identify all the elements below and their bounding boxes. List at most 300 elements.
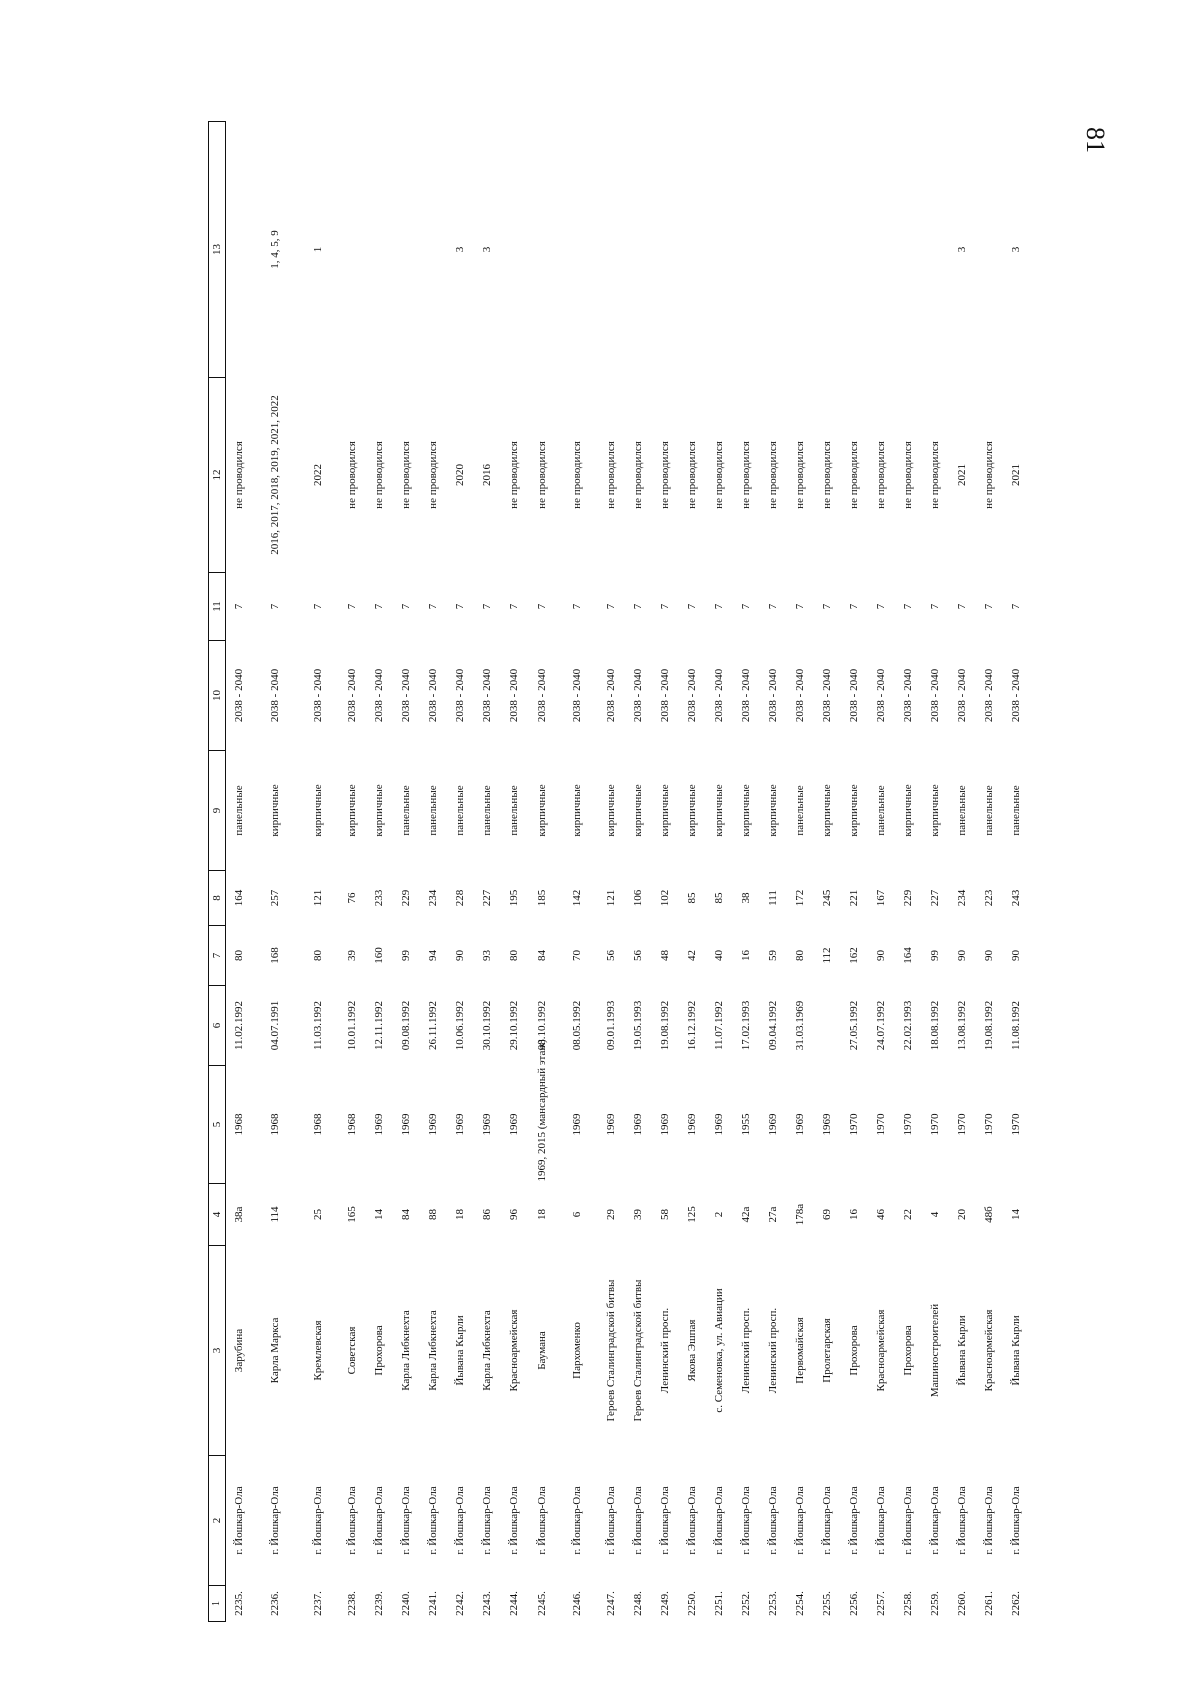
date-cell: 13.08.1992	[956, 1000, 968, 1051]
repair-period-cell: 2038 - 2040	[983, 668, 995, 723]
city-cell: г. Йошкар-Ола	[875, 1486, 887, 1555]
work-types-cell	[226, 122, 252, 378]
repair-period-cell: 2038 - 2040	[902, 668, 914, 723]
column-11-cell: 7	[794, 603, 806, 610]
table-row	[949, 122, 976, 1622]
date-cell: 12.11.1992	[373, 1000, 385, 1051]
table-row	[679, 122, 706, 1622]
city-cell: г. Йошкар-Ола	[740, 1486, 752, 1555]
column-7-cell: 70	[571, 950, 583, 961]
column-8-cell: 245	[821, 889, 833, 907]
work-types-cell: 3	[454, 246, 466, 253]
wall-material-cell: панельные	[1010, 785, 1022, 836]
column-11-cell: 7	[232, 603, 245, 610]
column-7-cell: 112	[821, 947, 833, 964]
row-number: 2249.	[659, 1591, 671, 1616]
repair-years-cell: не проводился	[848, 441, 860, 509]
work-types-cell: 3	[956, 246, 968, 253]
table-row	[706, 122, 733, 1622]
wall-material-cell: панельные	[232, 785, 245, 836]
row-number: 2258.	[902, 1591, 914, 1616]
work-types-cell	[679, 122, 706, 378]
column-number-header-row	[209, 122, 226, 1622]
house-number-cell: 48б	[983, 1206, 995, 1223]
column-11-cell: 7	[875, 603, 887, 610]
repair-years-cell: не проводился	[605, 441, 617, 509]
work-types-cell	[339, 122, 366, 378]
repair-years-cell: не проводился	[232, 441, 245, 509]
column-11-cell: 7	[400, 603, 412, 610]
column-7-cell: 56	[605, 950, 617, 961]
wall-material-cell: панельные	[454, 785, 466, 836]
column-7-cell: 94	[427, 950, 439, 961]
date-cell: 09.01.1993	[605, 1000, 617, 1051]
column-8-cell: 228	[454, 889, 466, 907]
date-cell: 19.08.1992	[983, 1000, 995, 1051]
repair-period-cell: 2038 - 2040	[427, 668, 439, 723]
city-cell: г. Йошкар-Ола	[232, 1486, 245, 1555]
wall-material-cell: кирпичные	[605, 784, 617, 837]
column-11-cell: 7	[536, 603, 548, 610]
wall-material-cell: кирпичные	[767, 784, 779, 837]
column-header: 9	[209, 751, 226, 871]
repair-years-cell: 2021	[1010, 464, 1022, 486]
column-header: 4	[209, 1184, 226, 1246]
table-row	[868, 122, 895, 1622]
date-cell: 24.07.1992	[875, 1000, 887, 1051]
table-row	[393, 122, 420, 1622]
column-8-cell: 85	[686, 892, 698, 904]
row-number: 2246.	[571, 1591, 583, 1616]
row-number: 2248.	[632, 1591, 644, 1616]
house-number-cell: 165	[346, 1206, 358, 1223]
wall-material-cell: панельные	[508, 785, 520, 836]
housing-register-table	[208, 121, 1030, 1622]
repair-period-cell: 2038 - 2040	[875, 668, 887, 723]
table-row	[598, 122, 625, 1622]
column-header: 11	[209, 573, 226, 641]
repair-period-cell: 2038 - 2040	[312, 668, 324, 723]
table-row	[226, 122, 252, 1622]
table-row	[557, 122, 598, 1622]
repair-period-cell: 2038 - 2040	[454, 668, 466, 723]
column-7-cell: 40	[713, 950, 725, 961]
year-built-cell: 1969	[632, 1113, 644, 1136]
street-cell: Йывана Кырли	[1010, 1315, 1022, 1386]
column-7-cell: 84	[536, 950, 548, 961]
street-cell: Зарубина	[232, 1328, 245, 1373]
house-number-cell: 4	[929, 1211, 941, 1218]
repair-years-cell: не проводился	[983, 441, 995, 509]
work-types-cell	[652, 122, 679, 378]
repair-years-cell: не проводился	[536, 441, 548, 509]
year-built-cell: 1969	[508, 1113, 520, 1136]
city-cell: г. Йошкар-Ола	[713, 1486, 725, 1555]
city-cell: г. Йошкар-Ола	[767, 1486, 779, 1555]
street-cell: Пролетарская	[821, 1318, 833, 1383]
repair-years-cell: не проводился	[794, 441, 806, 509]
work-types-cell	[598, 122, 625, 378]
house-number-cell: 178а	[794, 1203, 806, 1226]
column-8-cell: 234	[956, 889, 968, 907]
street-cell: Первомайская	[794, 1317, 806, 1384]
year-built-cell: 1969	[571, 1113, 583, 1136]
house-number-cell: 58	[659, 1209, 671, 1220]
date-cell: 08.05.1992	[571, 1000, 583, 1051]
street-cell: Карла Либкнехта	[481, 1310, 493, 1391]
work-types-cell: 1, 4, 5, 9	[268, 230, 281, 269]
date-cell: 04.07.1991	[268, 1000, 281, 1051]
house-number-cell: 14	[373, 1209, 385, 1220]
column-7-cell: 162	[848, 947, 860, 964]
street-cell: Карла Либкнехта	[400, 1310, 412, 1391]
house-number-cell: 16	[848, 1209, 860, 1220]
date-cell: 30.10.1992	[481, 1000, 493, 1051]
city-cell: г. Йошкар-Ола	[794, 1486, 806, 1555]
column-8-cell: 243	[1010, 889, 1022, 907]
work-types-cell	[868, 122, 895, 378]
repair-years-cell: не проводился	[346, 441, 358, 509]
city-cell: г. Йошкар-Ола	[1010, 1486, 1022, 1555]
repair-years-cell: не проводился	[571, 441, 583, 509]
row-number: 2251.	[713, 1591, 725, 1616]
house-number-cell: 6	[571, 1211, 583, 1218]
column-11-cell: 7	[983, 603, 995, 610]
street-cell: Карла Маркса	[268, 1317, 281, 1384]
work-types-cell	[557, 122, 598, 378]
row-number: 2260.	[956, 1591, 968, 1616]
city-cell: г. Йошкар-Ола	[848, 1486, 860, 1555]
row-number: 2247.	[605, 1591, 617, 1616]
wall-material-cell: панельные	[427, 785, 439, 836]
column-7-cell: 164	[902, 947, 914, 964]
street-cell: Прохорова	[902, 1325, 914, 1376]
work-types-cell	[366, 122, 393, 378]
date-cell: 29.10.1992	[508, 1000, 520, 1051]
year-built-cell: 1969	[794, 1113, 806, 1136]
repair-period-cell: 2038 - 2040	[373, 668, 385, 723]
year-built-cell: 1969	[454, 1113, 466, 1136]
work-types-cell	[976, 122, 1003, 378]
repair-years-cell: 2016	[481, 464, 493, 486]
table-row	[252, 122, 298, 1622]
repair-period-cell: 2038 - 2040	[848, 668, 860, 723]
date-cell	[814, 986, 841, 1066]
column-11-cell: 7	[767, 603, 779, 610]
repair-years-cell: не проводился	[713, 441, 725, 509]
column-11-cell: 7	[571, 603, 583, 610]
table-row	[976, 122, 1003, 1622]
repair-years-cell: не проводился	[740, 441, 752, 509]
repair-years-cell: 2020	[454, 464, 466, 486]
house-number-cell: 2	[713, 1211, 725, 1218]
table-row	[787, 122, 814, 1622]
column-8-cell: 142	[571, 889, 583, 907]
column-8-cell: 229	[400, 889, 412, 907]
house-number-cell: 27а	[767, 1206, 779, 1223]
street-cell: Красноармейская	[508, 1309, 520, 1392]
year-built-cell: 1969	[373, 1113, 385, 1136]
row-number: 2235.	[232, 1591, 245, 1616]
house-number-cell: 88	[427, 1209, 439, 1220]
city-cell: г. Йошкар-Ола	[346, 1486, 358, 1555]
work-types-cell	[420, 122, 447, 378]
date-cell: 27.05.1992	[848, 1000, 860, 1051]
city-cell: г. Йошкар-Ола	[605, 1486, 617, 1555]
house-number-cell: 114	[268, 1206, 281, 1223]
work-types-cell	[733, 122, 760, 378]
column-8-cell: 221	[848, 889, 860, 907]
street-cell: Йывана Кырли	[454, 1315, 466, 1386]
date-cell: 10.01.1992	[346, 1000, 358, 1051]
column-8-cell: 195	[508, 889, 520, 907]
year-built-cell: 1969	[821, 1113, 833, 1136]
column-header: 7	[209, 926, 226, 986]
column-8-cell: 185	[536, 889, 548, 907]
street-cell: Кремлевская	[312, 1320, 324, 1381]
column-header: 6	[209, 986, 226, 1066]
wall-material-cell: кирпичные	[312, 784, 324, 837]
street-cell: Машиностроителей	[929, 1303, 941, 1398]
column-7-cell: 168	[268, 947, 281, 964]
column-header: 2	[209, 1456, 226, 1586]
house-number-cell: 20	[956, 1209, 968, 1220]
repair-period-cell: 2038 - 2040	[346, 668, 358, 723]
repair-years-cell: 2016, 2017, 2018, 2019, 2021, 2022	[268, 395, 281, 555]
repair-years-cell: не проводился	[400, 441, 412, 509]
column-header: 8	[209, 871, 226, 926]
table-body	[209, 122, 1030, 1622]
repair-period-cell: 2038 - 2040	[929, 668, 941, 723]
street-cell: Ленинский просп.	[740, 1307, 752, 1394]
column-7-cell: 42	[686, 950, 698, 961]
column-11-cell: 7	[659, 603, 671, 610]
row-number: 2255.	[821, 1591, 833, 1616]
street-cell: Советская	[346, 1326, 358, 1375]
year-built-cell: 1969	[686, 1113, 698, 1136]
year-built-cell: 1970	[875, 1113, 887, 1136]
column-8-cell: 234	[427, 889, 439, 907]
row-number: 2242.	[454, 1591, 466, 1616]
column-8-cell: 167	[875, 889, 887, 907]
repair-years-cell: не проводился	[427, 441, 439, 509]
street-cell: Ленинский просп.	[659, 1307, 671, 1394]
column-8-cell: 38	[740, 892, 752, 904]
date-cell: 11.02.1992	[232, 1000, 245, 1051]
row-number: 2250.	[686, 1591, 698, 1616]
repair-period-cell: 2038 - 2040	[536, 668, 548, 723]
column-8-cell: 85	[713, 892, 725, 904]
column-11-cell: 7	[268, 603, 281, 610]
house-number-cell: 84	[400, 1209, 412, 1220]
work-types-cell	[625, 122, 652, 378]
column-7-cell: 160	[373, 947, 385, 964]
column-11-cell: 7	[508, 603, 520, 610]
column-11-cell: 7	[929, 603, 941, 610]
year-built-cell: 1969	[605, 1113, 617, 1136]
table-row	[447, 122, 474, 1622]
column-11-cell: 7	[346, 603, 358, 610]
row-number: 2237.	[312, 1591, 324, 1616]
work-types-cell	[895, 122, 922, 378]
work-types-cell	[501, 122, 528, 378]
date-cell: 09.08.1992	[400, 1000, 412, 1051]
work-types-cell	[814, 122, 841, 378]
city-cell: г. Йошкар-Ола	[632, 1486, 644, 1555]
street-cell: Пархоменко	[571, 1322, 583, 1379]
year-built-cell: 1969	[481, 1113, 493, 1136]
year-built-cell: 1970	[1010, 1113, 1022, 1136]
city-cell: г. Йошкар-Ола	[481, 1486, 493, 1555]
wall-material-cell: кирпичные	[686, 784, 698, 837]
work-types-cell: 3	[1010, 246, 1022, 253]
work-types-cell	[787, 122, 814, 378]
row-number: 2244.	[508, 1591, 520, 1616]
repair-period-cell: 2038 - 2040	[268, 668, 281, 723]
repair-period-cell: 2038 - 2040	[794, 668, 806, 723]
wall-material-cell: панельные	[400, 785, 412, 836]
house-number-cell: 29	[605, 1209, 617, 1220]
date-cell: 18.08.1992	[929, 1000, 941, 1051]
column-header: 12	[209, 378, 226, 573]
repair-period-cell: 2038 - 2040	[659, 668, 671, 723]
repair-period-cell: 2038 - 2040	[605, 668, 617, 723]
repair-years-cell: 2021	[956, 464, 968, 486]
year-built-cell: 1970	[848, 1113, 860, 1136]
table-row	[528, 122, 557, 1622]
column-header: 10	[209, 641, 226, 751]
city-cell: г. Йошкар-Ола	[427, 1486, 439, 1555]
wall-material-cell: панельные	[983, 785, 995, 836]
repair-period-cell: 2038 - 2040	[632, 668, 644, 723]
column-7-cell: 90	[875, 950, 887, 961]
column-11-cell: 7	[713, 603, 725, 610]
wall-material-cell: кирпичные	[821, 784, 833, 837]
city-cell: г. Йошкар-Ола	[983, 1486, 995, 1555]
column-8-cell: 257	[268, 889, 281, 907]
row-number: 2236.	[268, 1591, 281, 1616]
year-built-cell: 1968	[346, 1113, 358, 1136]
wall-material-cell: кирпичные	[268, 784, 281, 837]
table-row	[366, 122, 393, 1622]
column-8-cell: 227	[481, 889, 493, 907]
row-number: 2238.	[346, 1591, 358, 1616]
city-cell: г. Йошкар-Ола	[454, 1486, 466, 1555]
city-cell: г. Йошкар-Ола	[902, 1486, 914, 1555]
row-number: 2256.	[848, 1591, 860, 1616]
table-row	[895, 122, 922, 1622]
column-7-cell: 90	[1010, 950, 1022, 961]
column-11-cell: 7	[632, 603, 644, 610]
house-number-cell: 25	[312, 1209, 324, 1220]
year-built-cell: 1968	[268, 1113, 281, 1136]
street-cell: Баумана	[536, 1331, 548, 1370]
column-11-cell: 7	[427, 603, 439, 610]
work-types-cell	[760, 122, 787, 378]
column-11-cell: 7	[848, 603, 860, 610]
repair-period-cell: 2038 - 2040	[232, 668, 245, 723]
column-8-cell: 121	[312, 889, 324, 907]
city-cell: г. Йошкар-Ола	[508, 1486, 520, 1555]
date-cell: 09.04.1992	[767, 1000, 779, 1051]
column-7-cell: 59	[767, 950, 779, 961]
column-11-cell: 7	[740, 603, 752, 610]
repair-years-cell: не проводился	[929, 441, 941, 509]
street-cell: Йывана Кырли	[956, 1315, 968, 1386]
row-number: 2253.	[767, 1591, 779, 1616]
street-cell: с. Семеновка, ул. Авиации	[713, 1288, 725, 1413]
house-number-cell: 14	[1010, 1209, 1022, 1220]
wall-material-cell: кирпичные	[740, 784, 752, 837]
row-number: 2240.	[400, 1591, 412, 1616]
repair-period-cell: 2038 - 2040	[821, 668, 833, 723]
year-built-cell: 1968	[312, 1113, 324, 1136]
row-number: 2252.	[740, 1591, 752, 1616]
year-built-cell: 1969	[400, 1113, 412, 1136]
column-11-cell: 7	[373, 603, 385, 610]
row-number: 2245.	[536, 1591, 548, 1616]
table-row	[841, 122, 868, 1622]
date-cell: 22.02.1993	[902, 1000, 914, 1051]
column-8-cell: 106	[632, 889, 644, 907]
street-cell: Карла Либкнехта	[427, 1310, 439, 1391]
work-types-cell	[841, 122, 868, 378]
house-number-cell: 18	[454, 1209, 466, 1220]
table-row	[420, 122, 447, 1622]
wall-material-cell: кирпичные	[659, 784, 671, 837]
column-header: 5	[209, 1066, 226, 1184]
column-11-cell: 7	[902, 603, 914, 610]
column-header: 1	[209, 1586, 226, 1622]
year-built-cell: 1970	[929, 1113, 941, 1136]
column-8-cell: 102	[659, 889, 671, 907]
year-built-cell: 1970	[902, 1113, 914, 1136]
date-cell: 08.10.1992	[536, 1000, 548, 1051]
wall-material-cell: кирпичные	[632, 784, 644, 837]
repair-years-cell: 2022	[312, 464, 324, 486]
year-built-cell: 1969	[767, 1113, 779, 1136]
row-number: 2243.	[481, 1591, 493, 1616]
house-number-cell: 18	[536, 1209, 548, 1220]
column-7-cell: 90	[454, 950, 466, 961]
date-cell: 26.11.1992	[427, 1000, 439, 1051]
city-cell: г. Йошкар-Ола	[373, 1486, 385, 1555]
city-cell: г. Йошкар-Ола	[659, 1486, 671, 1555]
year-built-cell: 1969	[713, 1113, 725, 1136]
year-built-cell: 1969	[659, 1113, 671, 1136]
repair-years-cell: не проводился	[767, 441, 779, 509]
column-11-cell: 7	[956, 603, 968, 610]
repair-period-cell: 2038 - 2040	[956, 668, 968, 723]
table-row	[339, 122, 366, 1622]
repair-period-cell: 2038 - 2040	[400, 668, 412, 723]
wall-material-cell: кирпичные	[902, 784, 914, 837]
column-8-cell: 111	[767, 890, 779, 906]
repair-years-cell: не проводился	[632, 441, 644, 509]
work-types-cell: 1	[312, 246, 324, 253]
column-11-cell: 7	[312, 603, 324, 610]
column-7-cell: 80	[232, 950, 245, 961]
column-11-cell: 7	[686, 603, 698, 610]
year-built-cell: 1970	[956, 1113, 968, 1136]
street-cell: Ленинский просп.	[767, 1307, 779, 1394]
date-cell: 10.06.1992	[454, 1000, 466, 1051]
column-7-cell: 80	[508, 950, 520, 961]
repair-years-cell: не проводился	[821, 441, 833, 509]
date-cell: 31.03.1969	[794, 1000, 806, 1051]
column-11-cell: 7	[821, 603, 833, 610]
row-number: 2261.	[983, 1591, 995, 1616]
